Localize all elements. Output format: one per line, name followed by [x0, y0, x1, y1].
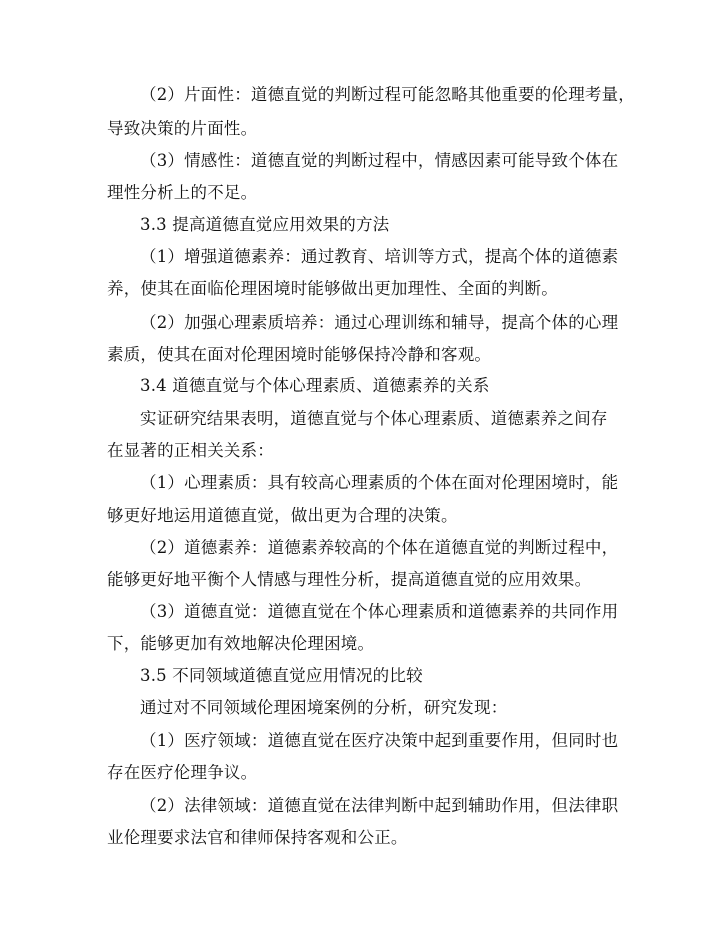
section-heading: 3.4 道德直觉与个体心理素质、道德素养的关系 — [140, 376, 490, 395]
paragraph-line: （2）法律领域：道德直觉在法律判断中起到辅助作用，但法律职 — [140, 796, 619, 815]
paragraph-line: （2）道德素养：道德素养较高的个体在道德直觉的判断过程中， — [140, 538, 619, 557]
paragraph-line: 通过对不同领域伦理困境案例的分析，研究发现： — [140, 698, 508, 717]
paragraph-line: 实证研究结果表明，道德直觉与个体心理素质、道德素养之间存 — [140, 409, 608, 428]
paragraph-line: 业伦理要求法官和律师保持客观和公正。 — [107, 828, 408, 847]
paragraph-line: 下，能够更加有效地解决伦理困境。 — [107, 634, 375, 653]
paragraph-line: （2）片面性：道德直觉的判断过程可能忽略其他重要的伦理考量， — [140, 85, 635, 104]
paragraph-line: 能够更好地平衡个人情感与理性分析，提高道德直觉的应用效果。 — [107, 570, 592, 589]
paragraph-line: 导致决策的片面性。 — [107, 119, 258, 138]
paragraph-line: （3）情感性：道德直觉的判断过程中，情感因素可能导致个体在 — [140, 151, 619, 170]
paragraph-line: 在显著的正相关关系： — [107, 441, 274, 460]
paragraph-line: （3）道德直觉：道德直觉在个体心理素质和道德素养的共同作用 — [140, 602, 619, 621]
paragraph-line: 够更好地运用道德直觉，做出更为合理的决策。 — [107, 506, 458, 525]
paragraph-line: 理性分析上的不足。 — [107, 183, 258, 202]
paragraph-line: 素质，使其在面对伦理困境时能够保持冷静和客观。 — [107, 345, 492, 364]
section-heading: 3.3 提高道德直觉应用效果的方法 — [140, 215, 390, 234]
paragraph-line: （2）加强心理素质培养：通过心理训练和辅导，提高个体的心理 — [140, 313, 619, 332]
paragraph-line: （1）医疗领域：道德直觉在医疗决策中起到重要作用，但同时也 — [140, 731, 619, 750]
section-heading: 3.5 不同领域道德直觉应用情况的比较 — [140, 666, 423, 685]
paragraph-line: （1）心理素质：具有较高心理素质的个体在面对伦理困境时，能 — [140, 473, 619, 492]
paragraph-line: 养，使其在面临伦理困境时能够做出更加理性、全面的判断。 — [107, 279, 558, 298]
paragraph-line: 存在医疗伦理争议。 — [107, 763, 258, 782]
paragraph-line: （1）增强道德素养：通过教育、培训等方式，提高个体的道德素 — [140, 247, 619, 266]
